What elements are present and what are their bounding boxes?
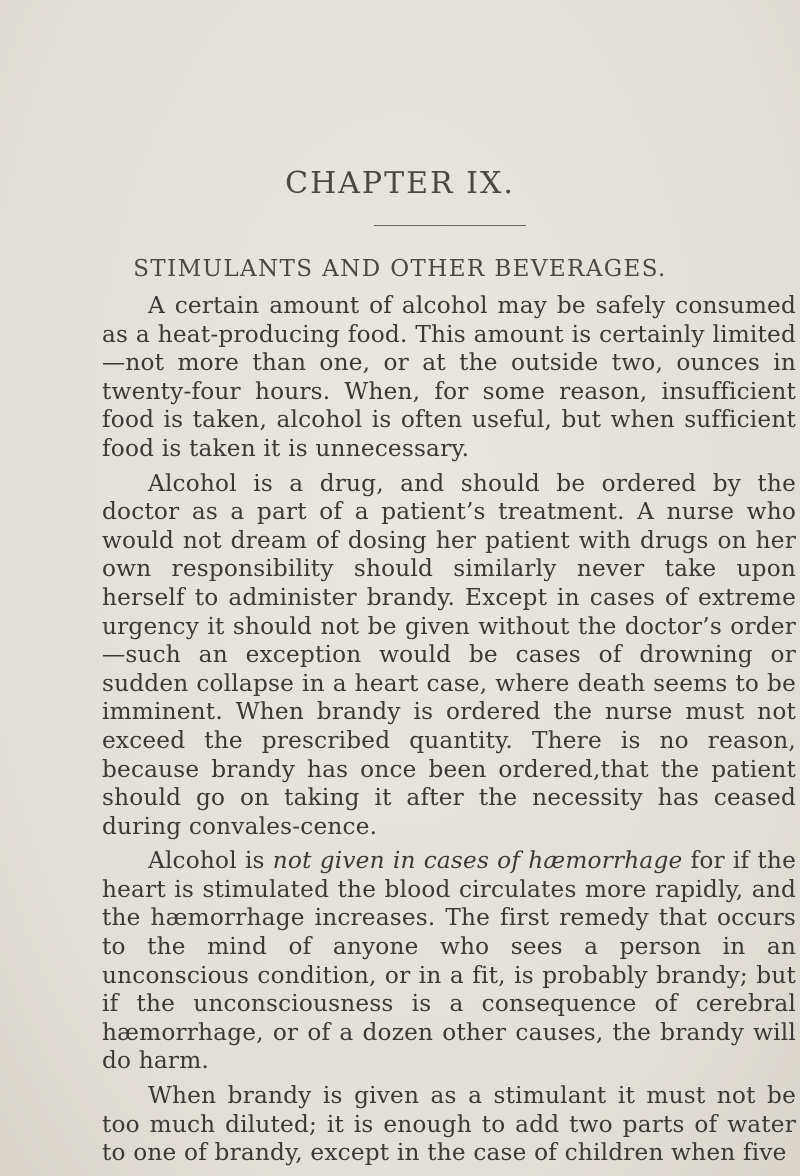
paragraph-3-rest: for if the heart is stimulated the blood circulates more rapidly, and the hæmorrhage increases. The first remedy that occurs to the mind of anyone who sees a person in an unconscious condition, or in a fit, is probably brandy; but if the unconsciousness is a consequence of cerebral hæmorrhage, or of a dozen other causes, the brandy will do harm.: [102, 847, 796, 1075]
title-rule: [374, 225, 526, 226]
paragraph-1: A certain amount of alcohol may be safely consumed as a heat-producing food. This amount is certainly limited—not more than one, or at the outside two, ounces in twenty-four hours. When, for some reason, insufficient food is taken, alcohol is often useful, but when sufficient food is taken it is unnecessary.: [102, 292, 796, 462]
body-text: [102, 292, 796, 1174]
section-heading: STIMULANTS AND OTHER BEVERAGES.: [133, 256, 667, 282]
paragraph-4: When brandy is given as a stimulant it must not be too much diluted; it is enough to add two parts of water to one of brandy, except in the case of children when five: [102, 1082, 796, 1167]
paragraph-3: [102, 847, 796, 1076]
paragraph-3-start: Alcohol is: [148, 847, 273, 875]
chapter-title: CHAPTER IX.: [285, 166, 515, 201]
paragraph-3-emphasis: not given in cases of hæmorrhage: [272, 847, 683, 875]
paragraph-2: Alcohol is a drug, and should be ordered by the doctor as a part of a patient’s treatment. A nurse who would not dream of dosing her patient with drugs on her own responsibility should similarly never take upon herself to administer brandy. Except in cases of extreme urgency it should not be given without the doctor’s order—such an exception would be cases of drowning or sudden collapse in a heart case, where death seems to be imminent. When brandy is ordered the nurse must not exceed the prescribed quantity. There is no reason, because brandy has once been ordered,that the patient should go on taking it after the necessity has ceased during convales-cence.: [102, 469, 796, 840]
